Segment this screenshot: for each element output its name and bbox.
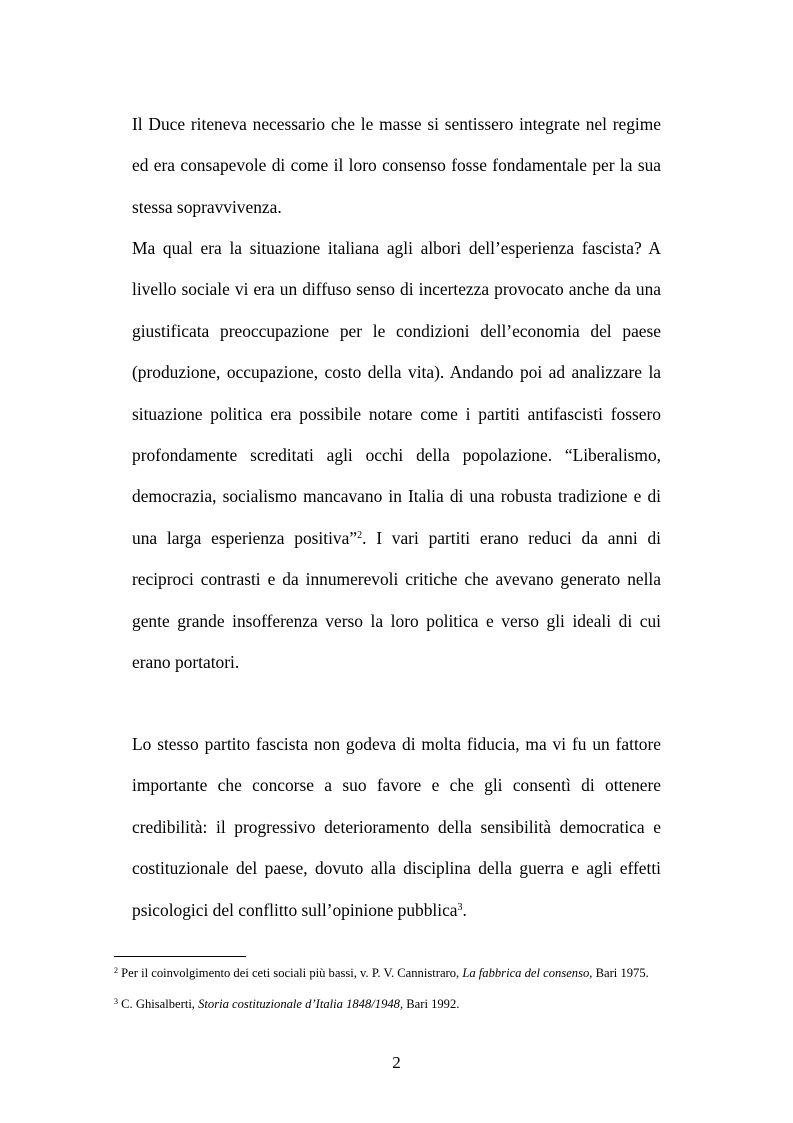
footnote-3: [114, 997, 459, 1012]
paragraph-3-text-after-ref: .: [462, 899, 467, 920]
paragraph-1-text: Il Duce riteneva necessario che le masse si sentissero integrate nel regime ed era consapevole di come il loro consenso fosse fondamentale per la sua stessa sopravvivenza.: [132, 114, 661, 217]
paragraph-2-text: [132, 228, 661, 683]
footnote-3-number: 3: [114, 997, 118, 1006]
footnote-2-title: La fabbrica del consenso,: [462, 966, 593, 980]
paragraph-3: [132, 724, 661, 931]
paragraph-1: [132, 104, 661, 228]
footnote-ref-3: 3: [457, 901, 463, 913]
footnote-2: [114, 966, 649, 981]
paragraph-2: [132, 228, 661, 683]
footnote-3-text-before: C. Ghisalberti,: [121, 997, 199, 1011]
paragraph-3-text: [132, 724, 661, 931]
paragraph-2-text-before-ref: Ma qual era la situazione italiana agli albori dell’esperienza fascista? A livello sociale vi era un diffuso senso di incertezza provocato anche da una giustificata preoccupazione per le condizioni dell’economia del paese (produzione, occupazione, costo della vita). Andando poi ad analizzare la situazione politica era possibile notare come i partiti antifascisti fossero profondamente screditati agli occhi della popolazione. “Liberalismo, democrazia, socialismo mancavano in Italia di una robusta tradizione e di una larga esperienza positiva”: [132, 238, 661, 548]
footnote-3-text-after: Bari 1992.: [403, 997, 460, 1011]
footnote-2-number: 2: [114, 966, 118, 975]
paragraph-3-text-before-ref: Lo stesso partito fascista non godeva di molta fiducia, ma vi fu un fattore importante che concorse a suo favore e che gli consentì di ottenere credibilità: il progressivo deterioramento della sensibilità democratica e costituzionale del paese, dovuto alla disciplina della guerra e agli effetti psicologici del conflitto sull’opinione pubblica: [132, 734, 661, 920]
paragraph-2-text-after-ref: . I vari partiti erano reduci da anni di reciproci contrasti e da innumerevoli critiche che avevano generato nella gente grande insofferenza verso la loro politica e verso gli ideali di cui erano portatori.: [132, 527, 661, 673]
footnote-ref-2: 2: [357, 529, 363, 541]
footnote-2-text-before: Per il coinvolgimento dei ceti sociali più bassi, v. P. V. Cannistraro,: [121, 966, 463, 980]
page-number: 2: [392, 1053, 401, 1072]
footnote-separator: [114, 956, 246, 957]
footnote-3-title: Storia costituzionale d’Italia 1848/1948,: [198, 997, 404, 1011]
footnote-2-text-after: Bari 1975.: [592, 966, 649, 980]
